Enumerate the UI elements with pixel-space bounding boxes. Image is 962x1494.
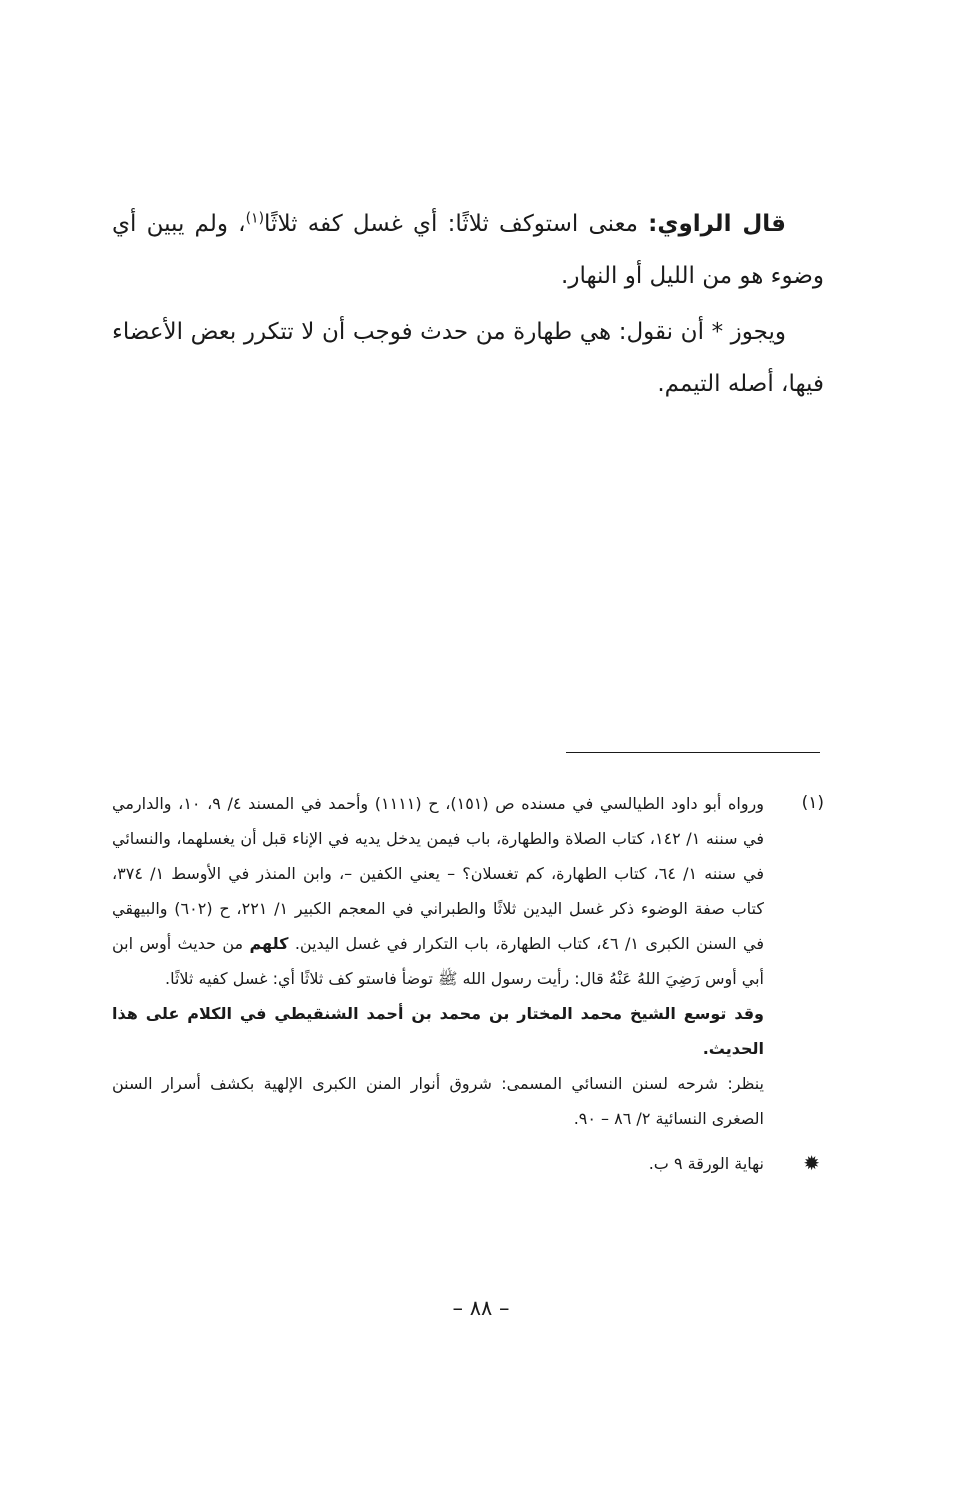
folio-marker: *: [711, 319, 724, 345]
footnote-1-para-2: وقد توسع الشيخ محمد المختار بن محمد بن أحمد الشنقيطي في الكلام على هذا الحديث.: [112, 1004, 764, 1058]
footnote-1-body: [112, 786, 764, 1136]
footnote-star-text: نهاية الورقة ٩ ب.: [648, 1154, 764, 1173]
paragraph-1-text-b: ، ولم يبين أي وضوء هو من الليل أو النهار.: [112, 211, 824, 289]
paragraph-2-text-b: أن نقول: هي طهارة من حدث فوجب أن لا تتكرر بعض الأعضاء فيها، أصله التيمم.: [112, 319, 824, 397]
footnote-1-bold-word: كلهم: [249, 934, 289, 953]
footnote-1: [112, 786, 824, 1136]
footnote-star: [112, 1146, 824, 1181]
paragraph-1: [112, 198, 824, 302]
footnote-ref-1[interactable]: (١): [245, 210, 265, 227]
paragraph-1-text-a: معنى استوكف ثلاثًا: أي غسل كفه ثلاثًا: [264, 211, 649, 237]
footnote-1-marker: (١): [801, 793, 824, 813]
asterisk-icon: ✹: [803, 1151, 820, 1175]
narrator-label: قال الراوي:: [648, 211, 786, 237]
footnote-separator: [566, 752, 820, 753]
page-number: – ٨٨ –: [452, 1296, 510, 1320]
main-text: [112, 198, 824, 414]
footnote-1-para-1: [112, 786, 764, 996]
footnote-1-text-b: من حديث أوس ابن أبي أوس رَضِيَ اللهُ عَنْهُ قال: رأيت رسول الله ﷺ توضأ فاستو كف ثلاثًا أي: غسل كفيه ثلاثًا.: [112, 934, 764, 988]
footnote-1-para-3: ينظر: شرحه لسنن النسائي المسمى: شروق أنوار المنن الكبرى الإلهية بكشف أسرار السنن الصغرى النسائية ٢/ ٨٦ – ٩٠.: [112, 1074, 764, 1128]
paragraph-2: [112, 306, 824, 410]
footnotes: [112, 786, 824, 1181]
paragraph-2-text-a: ويجوز: [723, 319, 787, 345]
footnote-1-text-a: ورواه أبو داود الطيالسي في مسنده ص (١٥١)، ح (١١١١) وأحمد في المسند ٤/ ٩، ١٠، والدارمي في سننه ١/ ١٤٢، كتاب الصلاة والطهارة، باب فيمن يدخل يديه في الإناء قبل أن يغسلهما، والنسائي في سننه ١/ ٦٤، كتاب الطهارة، كم تغسلان؟ – يعني الكفين –، وابن المنذر في الأوسط ١/ ٣٧٤، كتاب صفة الوضوء ذكر غسل اليدين ثلاثًا والطبراني في المعجم الكبير ١/ ٢٢١، ح (٦٠٢) والبيهقي في السنن الكبرى ١/ ٤٦، كتاب الطهارة، باب التكرار في غسل اليدين.: [112, 794, 765, 953]
